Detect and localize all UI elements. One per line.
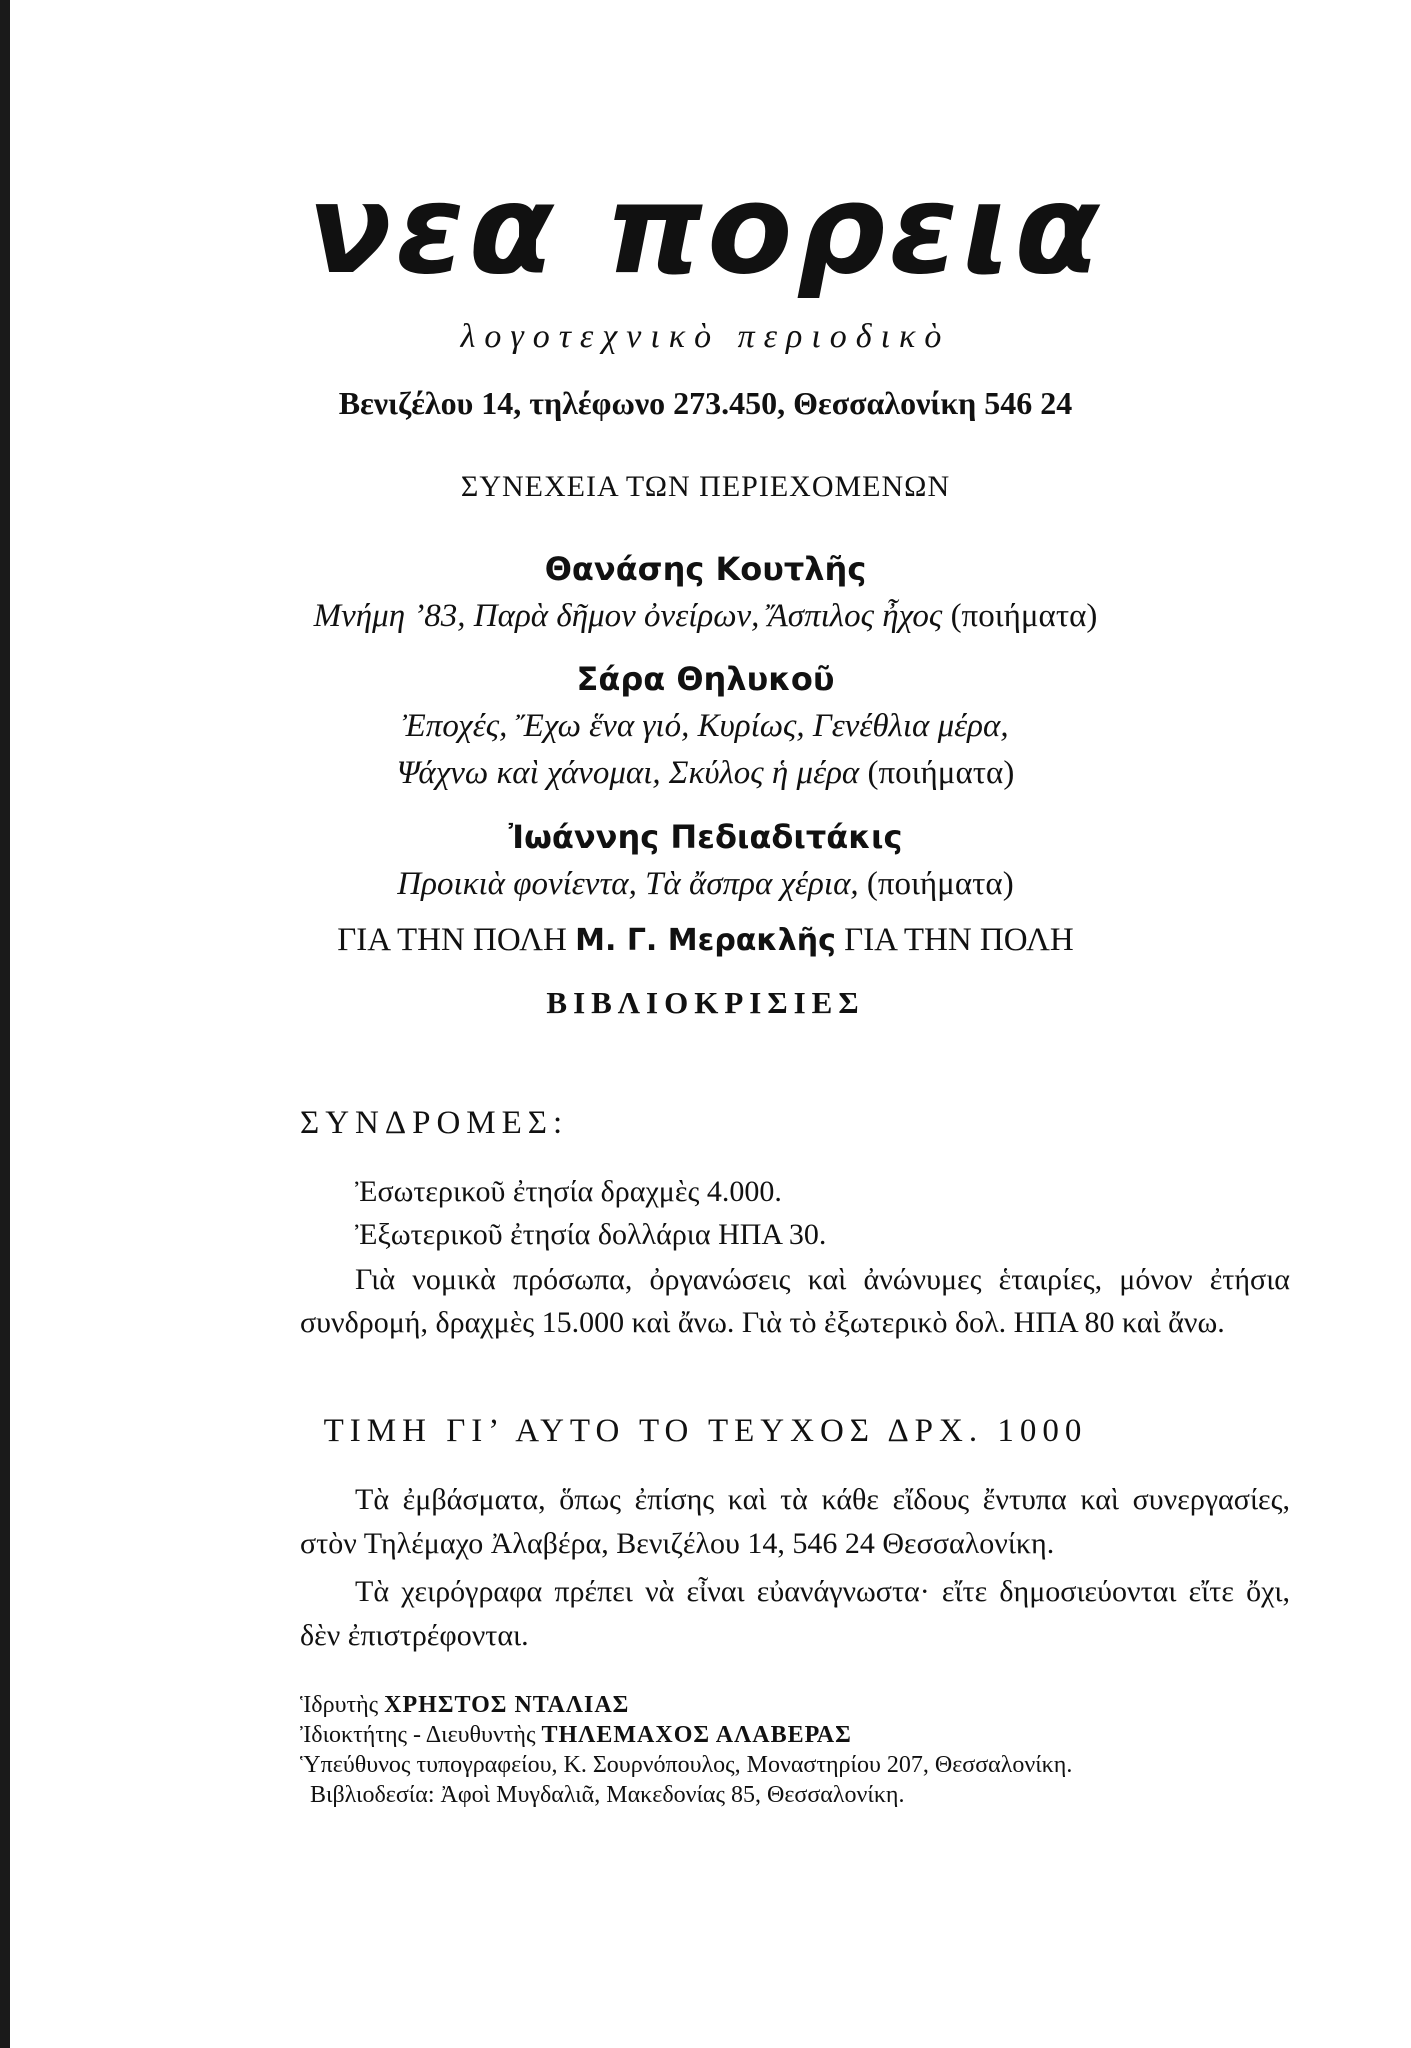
subscription-institutions: Γιὰ νομικὰ πρόσωπα, ὀργανώσεις καὶ ἀνώνυμες ἑταιρίες, μόνον ἐτήσια συνδρομή, δραχμὲς 15.000 καὶ ἄνω. Γιὰ τὸ ἐξωτερικὸ δολ. ΗΠΑ 80 καὶ ἄνω. (300, 1263, 1290, 1339)
subscription-foreign: Ἐξωτερικοῦ ἐτησία δολλάρια ΗΠΑ 30. (355, 1218, 827, 1251)
credit-founder-label: Ἱδρυτὴς (300, 1692, 379, 1718)
remittances-paragraph: Τὰ ἐμβάσματα, ὅπως ἐπίσης καὶ τὰ κάθε εἴδους ἔντυπα καὶ συνεργασίες, στὸν Τηλέμαχο Ἀλαβέρα, Βενιζέλου 14, 546 24 Θεσσαλονίκη. (300, 1483, 1290, 1560)
works-pediaditakis-note: (ποιήματα) (866, 866, 1014, 902)
masthead-title: νεα πορεια (307, 158, 1104, 302)
author-thilykou: Σάρα Θηλυκοῦ (576, 660, 835, 698)
works-pediaditakis (0, 866, 1411, 903)
city-title-left: ΓΙΑ ΤΗΝ ΠΟΛΗ (337, 922, 567, 958)
credit-printer: Ὑπεύθυνος τυπογραφείου, Κ. Σουρνόπουλος, Μοναστηρίου 207, Θεσσαλονίκη. (300, 1752, 1073, 1778)
works-pediaditakis-titles: Προικιὰ φονίεντα, Τὰ ἄσπρα χέρια, (397, 866, 859, 902)
works-koutlis (0, 598, 1411, 635)
credit-owner-name: ΤΗΛΕΜΑΧΟΣ ΑΛΑΒΕΡΑΣ (541, 1722, 852, 1748)
works-thilykou-note: (ποιήματα) (867, 755, 1015, 791)
city-entry (0, 922, 1411, 959)
subscription-domestic: Ἐσωτερικοῦ ἐτησία δραχμὲς 4.000. (355, 1175, 782, 1208)
credit-founder-name: ΧΡΗΣΤΟΣ ΝΤΑΛΙΑΣ (384, 1692, 630, 1718)
author-pediaditakis: Ἰωάννης Πεδιαδιτάκις (508, 818, 903, 856)
issue-price: ΤΙΜΗ ΓΙ’ ΑΥΤΟ ΤΟ ΤΕΥΧΟΣ ΔΡΧ. 1000 (323, 1413, 1088, 1449)
masthead-subtitle: λογοτεχνικὸ περιοδικὸ (460, 318, 951, 355)
reviews-heading: ΒΙΒΛΙΟΚΡΙΣΙΕΣ (546, 985, 865, 1020)
subscriptions-title: ΣΥΝΔΡΟΜΕΣ: (300, 1105, 569, 1141)
works-koutlis-titles: Μνήμη ’83, Παρὰ δῆμον ὀνείρων, Ἄσπιλος ἦχος (313, 598, 943, 634)
city-author: Μ. Γ. Μερακλῆς (575, 923, 836, 958)
manuscripts-paragraph: Τὰ χειρόγραφα πρέπει νὰ εἶναι εὐανάγνωστα· εἴτε δημοσιεύονται εἴτε ὄχι, δὲν ἐπιστρέφονται. (300, 1575, 1290, 1652)
credit-owner-label: Ἰδιοκτήτης - Διευθυντὴς (300, 1722, 536, 1748)
works-thilykou-line1 (0, 708, 1411, 745)
credit-founder (300, 1690, 1300, 1720)
works-thilykou-titles-2: Ψάχνω καὶ χάνομαι, Σκύλος ἡ μέρα (396, 755, 860, 791)
city-title-right: ΓΙΑ ΤΗΝ ΠΟΛΗ (844, 922, 1074, 958)
contents-heading: ΣΥΝΕΧΕΙΑ ΤΩΝ ΠΕΡΙΕΧΟΜΕΝΩΝ (460, 470, 951, 503)
masthead-address: Βενιζέλου 14, τηλέφωνο 273.450, Θεσσαλονίκη 546 24 (338, 385, 1073, 421)
credit-owner (300, 1720, 1300, 1750)
works-thilykou-titles-1: Ἐποχές, Ἔχω ἕνα γιό, Κυρίως, Γενέθλια μέρα, (402, 708, 1009, 744)
works-thilykou-line2 (0, 755, 1411, 792)
author-koutlis: Θανάσης Κουτλῆς (544, 550, 867, 588)
credit-binding: Βιβλιοδεσία: Ἀφοὶ Μυγδαλιᾶ, Μακεδονίας 85, Θεσσαλονίκη. (310, 1782, 905, 1808)
credits (300, 1690, 1300, 1810)
works-koutlis-note: (ποιήματα) (950, 598, 1098, 634)
